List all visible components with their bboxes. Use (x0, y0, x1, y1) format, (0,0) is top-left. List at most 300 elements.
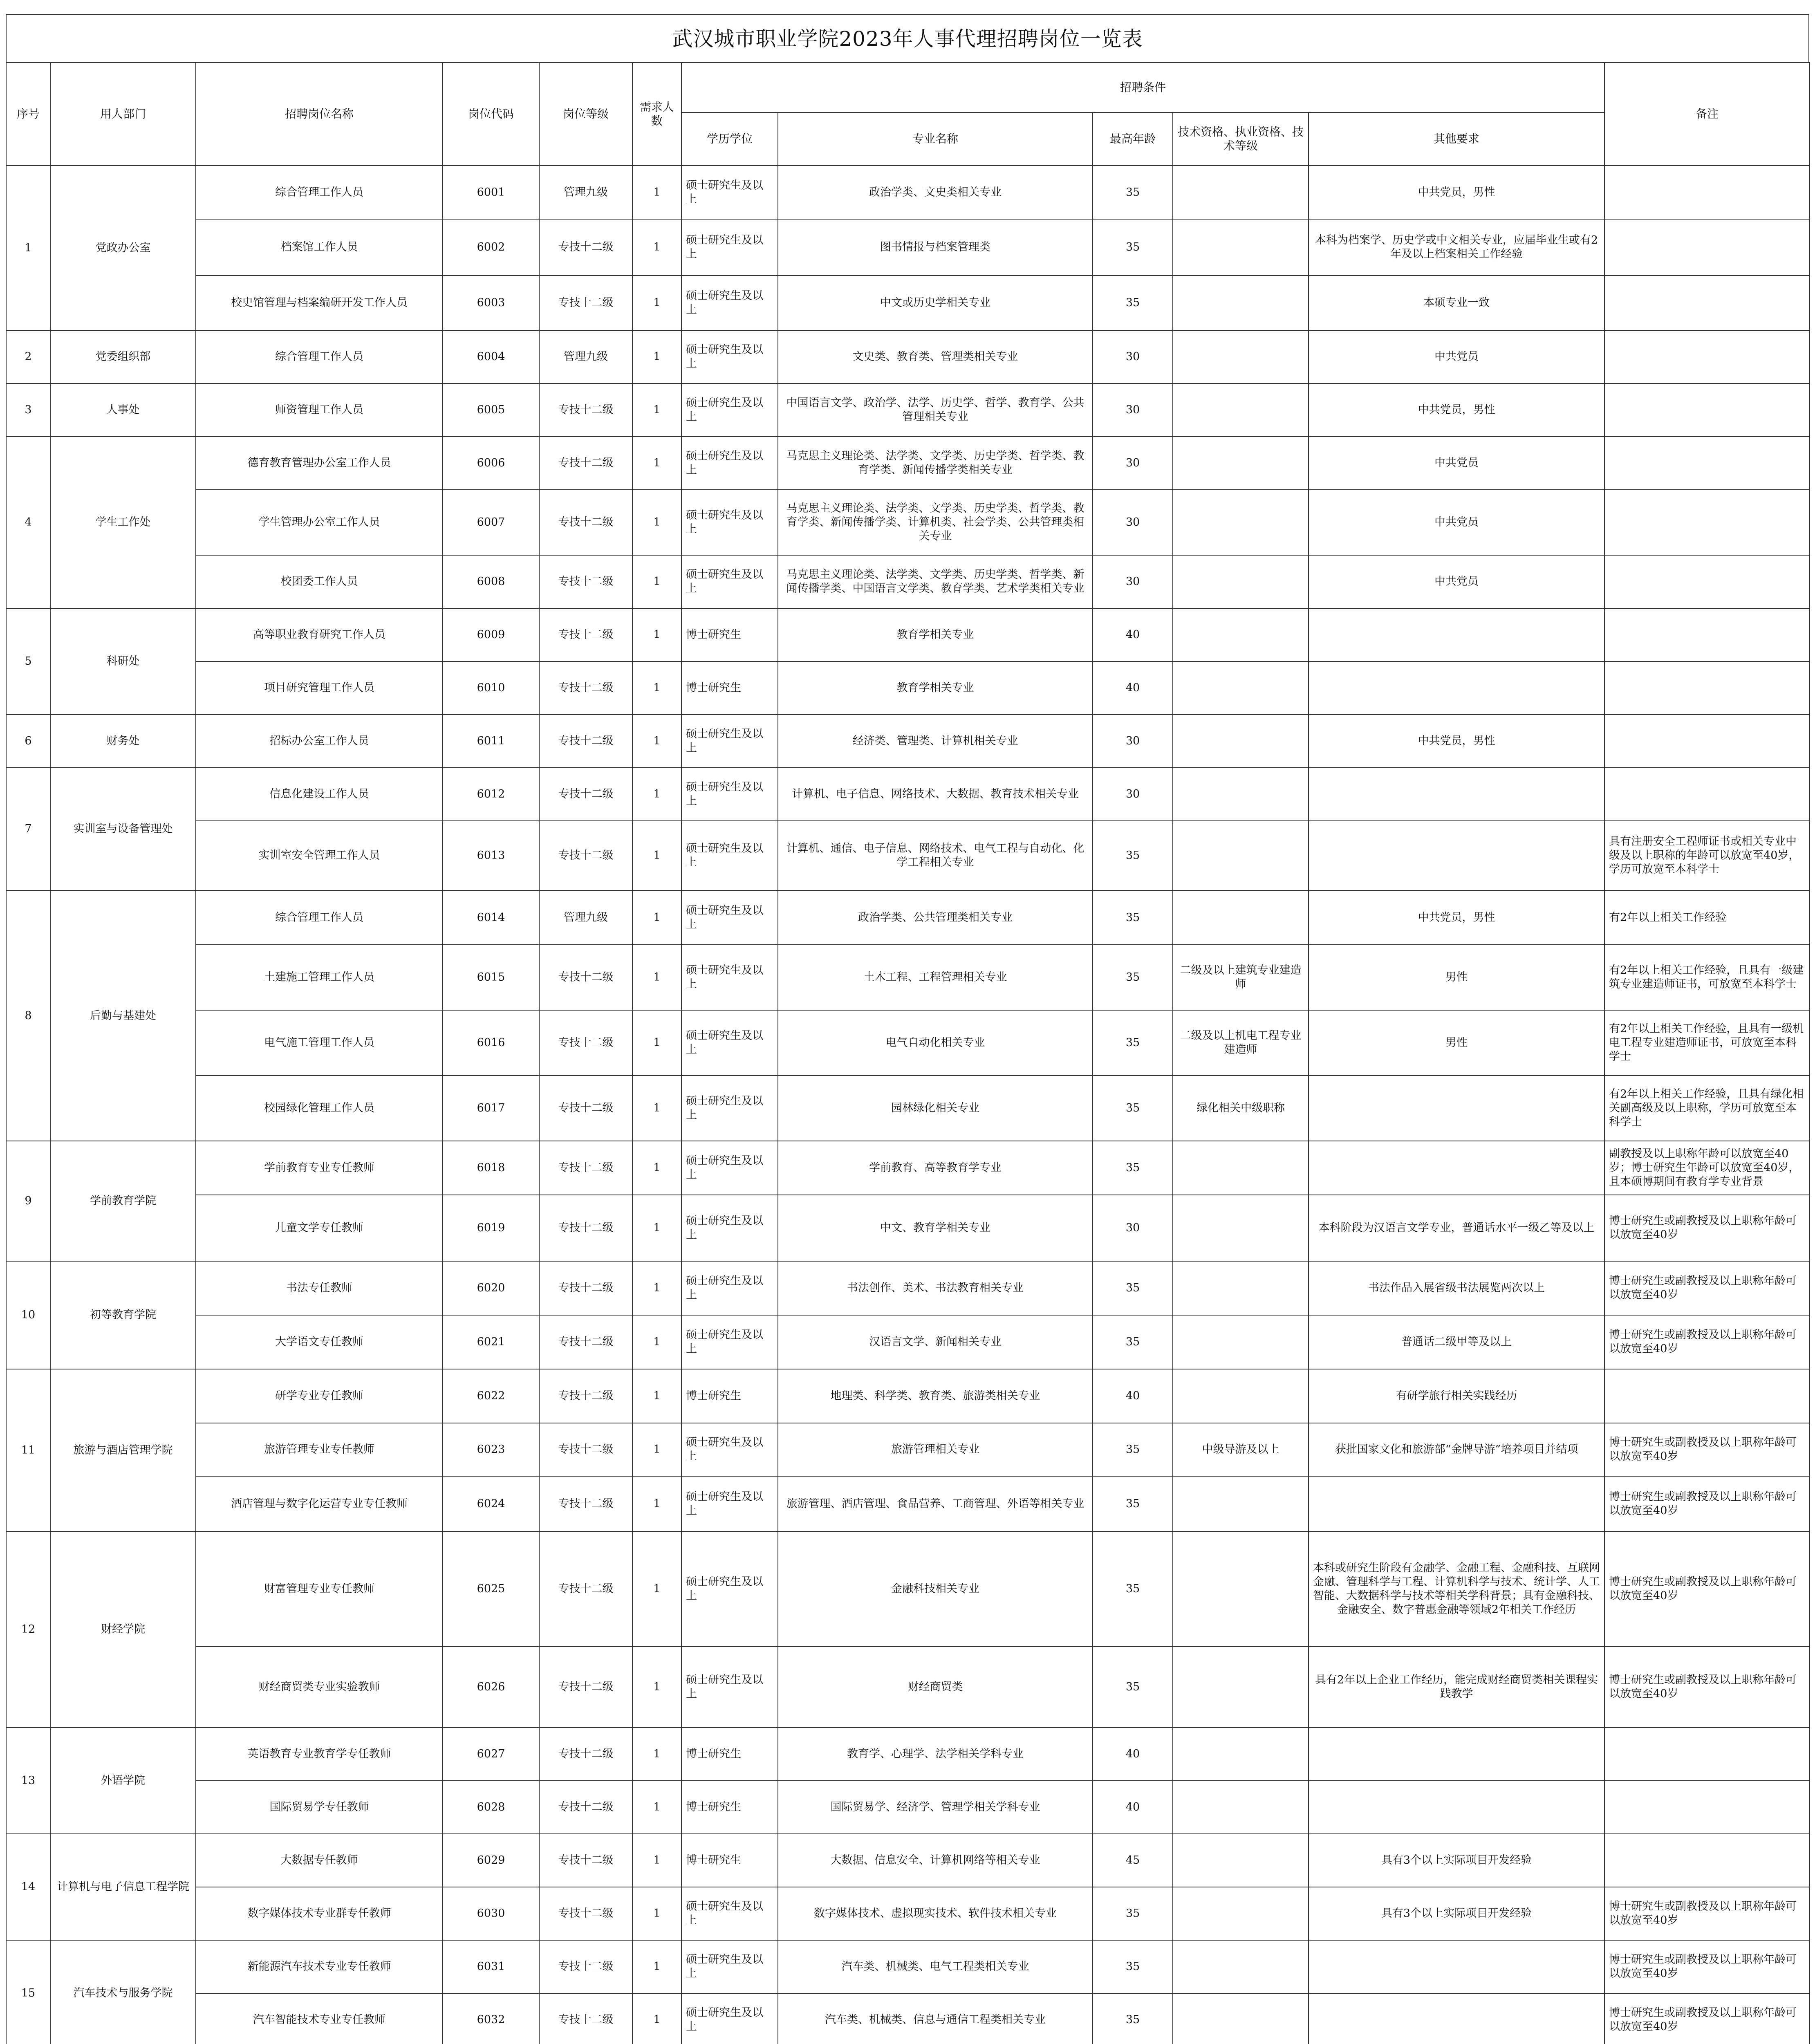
table-body (6, 166, 1810, 2044)
other-requirements-cell: 中共党员，男性 (1309, 890, 1604, 945)
headcount-cell: 1 (632, 1141, 681, 1195)
page-title: 武汉城市职业学院2023年人事代理招聘岗位一览表 (6, 14, 1809, 62)
table-row (6, 1076, 1810, 1141)
qualification-cell (1173, 1261, 1309, 1315)
major-cell: 国际贸易学、经济学、管理学相关学科专业 (778, 1781, 1093, 1834)
degree-cell: 硕士研究生及以上 (681, 768, 778, 821)
max-age-cell: 35 (1093, 945, 1173, 1010)
col-seq: 序号 (6, 63, 50, 166)
table-row (6, 1476, 1810, 1531)
headcount-cell: 1 (632, 890, 681, 945)
remark-cell (1604, 1781, 1810, 1834)
major-cell: 中文、教育学相关专业 (778, 1195, 1093, 1261)
headcount-cell: 1 (632, 715, 681, 768)
position-code-cell: 6022 (443, 1369, 539, 1423)
degree-cell: 博士研究生 (681, 608, 778, 661)
position-code-cell: 6032 (443, 1993, 539, 2044)
major-cell: 汽车类、机械类、信息与通信工程类相关专业 (778, 1993, 1093, 2044)
remark-cell (1604, 1728, 1810, 1781)
degree-cell: 硕士研究生及以上 (681, 1531, 778, 1647)
degree-cell: 硕士研究生及以上 (681, 890, 778, 945)
qualification-cell (1173, 330, 1309, 383)
position-name-cell: 大学语文专任教师 (196, 1315, 443, 1369)
position-name-cell: 信息化建设工作人员 (196, 768, 443, 821)
table-row (6, 555, 1810, 608)
position-name-cell: 德育教育管理办公室工作人员 (196, 437, 443, 490)
remark-cell (1604, 276, 1810, 330)
position-code-cell: 6026 (443, 1647, 539, 1728)
other-requirements-cell (1309, 1728, 1604, 1781)
remark-cell: 博士研究生或副教授及以上职称年龄可以放宽至40岁 (1604, 1261, 1810, 1315)
major-cell: 马克思主义理论类、法学类、文学类、历史学类、哲学类、新闻传播学类、中国语言文学类、教育学类、艺术学类相关专业 (778, 555, 1093, 608)
headcount-cell: 1 (632, 555, 681, 608)
position-code-cell: 6018 (443, 1141, 539, 1195)
max-age-cell: 35 (1093, 166, 1173, 219)
other-requirements-cell (1309, 1141, 1604, 1195)
seq-cell: 3 (6, 383, 50, 437)
other-requirements-cell: 书法作品入展省级书法展览两次以上 (1309, 1261, 1604, 1315)
position-level-cell: 专技十二级 (539, 1531, 632, 1647)
degree-cell: 硕士研究生及以上 (681, 1887, 778, 1940)
seq-cell: 14 (6, 1834, 50, 1940)
degree-cell: 博士研究生 (681, 1369, 778, 1423)
position-name-cell: 财富管理专业专任教师 (196, 1531, 443, 1647)
headcount-cell: 1 (632, 1261, 681, 1315)
department-cell: 财经学院 (50, 1531, 196, 1728)
degree-cell: 硕士研究生及以上 (681, 1261, 778, 1315)
other-requirements-cell: 本硕专业一致 (1309, 276, 1604, 330)
table-row (6, 1940, 1810, 1993)
max-age-cell: 40 (1093, 608, 1173, 661)
max-age-cell: 35 (1093, 1476, 1173, 1531)
headcount-cell: 1 (632, 1887, 681, 1940)
table-row (6, 1728, 1810, 1781)
position-name-cell: 综合管理工作人员 (196, 166, 443, 219)
other-requirements-cell (1309, 1076, 1604, 1141)
degree-cell: 硕士研究生及以上 (681, 945, 778, 1010)
degree-cell: 博士研究生 (681, 661, 778, 715)
col-remark: 备注 (1604, 63, 1810, 166)
position-level-cell: 专技十二级 (539, 1887, 632, 1940)
remark-cell: 有2年以上相关工作经验 (1604, 890, 1810, 945)
headcount-cell: 1 (632, 1010, 681, 1076)
degree-cell: 硕士研究生及以上 (681, 219, 778, 276)
table-row (6, 1887, 1810, 1940)
position-name-cell: 英语教育专业教育学专任教师 (196, 1728, 443, 1781)
remark-cell (1604, 383, 1810, 437)
position-code-cell: 6014 (443, 890, 539, 945)
seq-cell: 15 (6, 1940, 50, 2044)
remark-cell (1604, 330, 1810, 383)
position-name-cell: 高等职业教育研究工作人员 (196, 608, 443, 661)
other-requirements-cell: 男性 (1309, 945, 1604, 1010)
position-code-cell: 6017 (443, 1076, 539, 1141)
qualification-cell (1173, 768, 1309, 821)
major-cell: 经济类、管理类、计算机相关专业 (778, 715, 1093, 768)
col-other: 其他要求 (1309, 112, 1604, 166)
seq-cell: 2 (6, 330, 50, 383)
degree-cell: 硕士研究生及以上 (681, 1010, 778, 1076)
max-age-cell: 35 (1093, 1531, 1173, 1647)
table-row (6, 1141, 1810, 1195)
department-cell: 外语学院 (50, 1728, 196, 1834)
max-age-cell: 35 (1093, 219, 1173, 276)
remark-cell: 具有注册安全工程师证书或相关专业中级及以上职称的年龄可以放宽至40岁，学历可放宽至本科学士 (1604, 821, 1810, 890)
position-code-cell: 6023 (443, 1423, 539, 1476)
position-code-cell: 6009 (443, 608, 539, 661)
position-name-cell: 实训室安全管理工作人员 (196, 821, 443, 890)
qualification-cell (1173, 608, 1309, 661)
qualification-cell (1173, 383, 1309, 437)
qualification-cell (1173, 437, 1309, 490)
headcount-cell: 1 (632, 1940, 681, 1993)
max-age-cell: 45 (1093, 1834, 1173, 1887)
max-age-cell: 35 (1093, 276, 1173, 330)
qualification-cell (1173, 1647, 1309, 1728)
qualification-cell (1173, 821, 1309, 890)
department-cell: 学前教育学院 (50, 1141, 196, 1261)
other-requirements-cell (1309, 768, 1604, 821)
other-requirements-cell: 中共党员，男性 (1309, 715, 1604, 768)
position-level-cell: 专技十二级 (539, 437, 632, 490)
position-name-cell: 招标办公室工作人员 (196, 715, 443, 768)
position-name-cell: 土建施工管理工作人员 (196, 945, 443, 1010)
position-code-cell: 6011 (443, 715, 539, 768)
major-cell: 学前教育、高等教育学专业 (778, 1141, 1093, 1195)
table-row (6, 945, 1810, 1010)
position-name-cell: 财经商贸类专业实验教师 (196, 1647, 443, 1728)
other-requirements-cell: 具有3个以上实际项目开发经验 (1309, 1887, 1604, 1940)
qualification-cell: 绿化相关中级职称 (1173, 1076, 1309, 1141)
degree-cell: 硕士研究生及以上 (681, 1647, 778, 1728)
position-level-cell: 专技十二级 (539, 1728, 632, 1781)
qualification-cell (1173, 1476, 1309, 1531)
headcount-cell: 1 (632, 1531, 681, 1647)
position-level-cell: 专技十二级 (539, 1647, 632, 1728)
headcount-cell: 1 (632, 219, 681, 276)
remark-cell: 博士研究生或副教授及以上职称年龄可以放宽至40岁 (1604, 1476, 1810, 1531)
other-requirements-cell: 本科或研究生阶段有金融学、金融工程、金融科技、互联网金融、管理科学与工程、计算机科学与技术、统计学、人工智能、大数据科学与技术等相关学科背景；具有金融科技、金融安全、数字普惠金融等领域2年相关工作经历 (1309, 1531, 1604, 1647)
position-name-cell: 旅游管理专业专任教师 (196, 1423, 443, 1476)
degree-cell: 硕士研究生及以上 (681, 1476, 778, 1531)
seq-cell: 4 (6, 437, 50, 608)
position-level-cell: 专技十二级 (539, 661, 632, 715)
other-requirements-cell (1309, 821, 1604, 890)
recruitment-sheet (6, 14, 1809, 2044)
position-level-cell: 专技十二级 (539, 383, 632, 437)
headcount-cell: 1 (632, 1315, 681, 1369)
col-major: 专业名称 (778, 112, 1093, 166)
other-requirements-cell: 中共党员 (1309, 330, 1604, 383)
position-level-cell: 专技十二级 (539, 768, 632, 821)
major-cell: 土木工程、工程管理相关专业 (778, 945, 1093, 1010)
position-code-cell: 6021 (443, 1315, 539, 1369)
table-row (6, 1195, 1810, 1261)
department-cell: 党政办公室 (50, 166, 196, 330)
headcount-cell: 1 (632, 1728, 681, 1781)
headcount-cell: 1 (632, 1423, 681, 1476)
position-name-cell: 校史馆管理与档案编研开发工作人员 (196, 276, 443, 330)
position-code-cell: 6015 (443, 945, 539, 1010)
table-row (6, 1781, 1810, 1834)
max-age-cell: 35 (1093, 1423, 1173, 1476)
other-requirements-cell: 具有3个以上实际项目开发经验 (1309, 1834, 1604, 1887)
headcount-cell: 1 (632, 1195, 681, 1261)
remark-cell (1604, 1369, 1810, 1423)
degree-cell: 博士研究生 (681, 1834, 778, 1887)
headcount-cell: 1 (632, 608, 681, 661)
position-level-cell: 专技十二级 (539, 1195, 632, 1261)
table-row (6, 608, 1810, 661)
headcount-cell: 1 (632, 821, 681, 890)
major-cell: 政治学类、文史类相关专业 (778, 166, 1093, 219)
major-cell: 马克思主义理论类、法学类、文学类、历史学类、哲学类、教育学类、新闻传播学类相关专业 (778, 437, 1093, 490)
qualification-cell (1173, 555, 1309, 608)
max-age-cell: 30 (1093, 490, 1173, 555)
remark-cell: 博士研究生或副教授及以上职称年龄可以放宽至40岁 (1604, 1647, 1810, 1728)
position-level-cell: 专技十二级 (539, 219, 632, 276)
other-requirements-cell (1309, 1993, 1604, 2044)
position-code-cell: 6012 (443, 768, 539, 821)
other-requirements-cell: 中共党员 (1309, 555, 1604, 608)
qualification-cell (1173, 1195, 1309, 1261)
department-cell: 后勤与基建处 (50, 890, 196, 1141)
position-code-cell: 6013 (443, 821, 539, 890)
max-age-cell: 40 (1093, 661, 1173, 715)
position-level-cell: 专技十二级 (539, 608, 632, 661)
other-requirements-cell: 本科为档案学、历史学或中文相关专业，应届毕业生或有2年及以上档案相关工作经验 (1309, 219, 1604, 276)
position-level-cell: 专技十二级 (539, 1369, 632, 1423)
major-cell: 电气自动化相关专业 (778, 1010, 1093, 1076)
table-row (6, 661, 1810, 715)
seq-cell: 12 (6, 1531, 50, 1728)
position-code-cell: 6020 (443, 1261, 539, 1315)
table-row (6, 1531, 1810, 1647)
max-age-cell: 40 (1093, 1369, 1173, 1423)
department-cell: 科研处 (50, 608, 196, 715)
headcount-cell: 1 (632, 1781, 681, 1834)
position-level-cell: 专技十二级 (539, 1261, 632, 1315)
position-level-cell: 专技十二级 (539, 555, 632, 608)
max-age-cell: 35 (1093, 890, 1173, 945)
qualification-cell (1173, 1993, 1309, 2044)
seq-cell: 8 (6, 890, 50, 1141)
position-code-cell: 6002 (443, 219, 539, 276)
max-age-cell: 35 (1093, 1141, 1173, 1195)
remark-cell (1604, 437, 1810, 490)
major-cell: 书法创作、美术、书法教育相关专业 (778, 1261, 1093, 1315)
degree-cell: 硕士研究生及以上 (681, 1141, 778, 1195)
table-row (6, 330, 1810, 383)
degree-cell: 硕士研究生及以上 (681, 1076, 778, 1141)
remark-cell: 博士研究生或副教授及以上职称年龄可以放宽至40岁 (1604, 1940, 1810, 1993)
headcount-cell: 1 (632, 1076, 681, 1141)
col-dept: 用人部门 (50, 63, 196, 166)
table-row (6, 821, 1810, 890)
position-name-cell: 综合管理工作人员 (196, 890, 443, 945)
degree-cell: 硕士研究生及以上 (681, 821, 778, 890)
headcount-cell: 1 (632, 437, 681, 490)
remark-cell: 有2年以上相关工作经验，且具有绿化相关副高级及以上职称，学历可放宽至本科学士 (1604, 1076, 1810, 1141)
positions-table (6, 62, 1810, 2044)
other-requirements-cell: 中共党员 (1309, 490, 1604, 555)
seq-cell: 11 (6, 1369, 50, 1531)
degree-cell: 硕士研究生及以上 (681, 1423, 778, 1476)
remark-cell (1604, 490, 1810, 555)
degree-cell: 硕士研究生及以上 (681, 1195, 778, 1261)
other-requirements-cell (1309, 1940, 1604, 1993)
qualification-cell: 二级及以上机电工程专业建造师 (1173, 1010, 1309, 1076)
position-name-cell: 学生管理办公室工作人员 (196, 490, 443, 555)
max-age-cell: 30 (1093, 383, 1173, 437)
col-cert: 技术资格、执业资格、技术等级 (1173, 112, 1309, 166)
degree-cell: 硕士研究生及以上 (681, 166, 778, 219)
position-code-cell: 6016 (443, 1010, 539, 1076)
max-age-cell: 30 (1093, 330, 1173, 383)
major-cell: 计算机、电子信息、网络技术、大数据、教育技术相关专业 (778, 768, 1093, 821)
major-cell: 旅游管理、酒店管理、食品营养、工商管理、外语等相关专业 (778, 1476, 1093, 1531)
table-row (6, 1261, 1810, 1315)
qualification-cell (1173, 1781, 1309, 1834)
qualification-cell (1173, 276, 1309, 330)
major-cell: 计算机、通信、电子信息、网络技术、电气工程与自动化、化学工程相关专业 (778, 821, 1093, 890)
max-age-cell: 35 (1093, 1076, 1173, 1141)
other-requirements-cell (1309, 1781, 1604, 1834)
qualification-cell (1173, 490, 1309, 555)
other-requirements-cell: 普通话二级甲等及以上 (1309, 1315, 1604, 1369)
department-cell: 人事处 (50, 383, 196, 437)
position-code-cell: 6006 (443, 437, 539, 490)
remark-cell: 有2年以上相关工作经验，且具有一级建筑专业建造师证书，可放宽至本科学士 (1604, 945, 1810, 1010)
qualification-cell (1173, 890, 1309, 945)
other-requirements-cell (1309, 661, 1604, 715)
position-level-cell: 专技十二级 (539, 1993, 632, 2044)
position-code-cell: 6031 (443, 1940, 539, 1993)
position-name-cell: 校团委工作人员 (196, 555, 443, 608)
remark-cell (1604, 608, 1810, 661)
col-position: 招聘岗位名称 (196, 63, 443, 166)
qualification-cell (1173, 1887, 1309, 1940)
position-code-cell: 6028 (443, 1781, 539, 1834)
qualification-cell (1173, 166, 1309, 219)
position-level-cell: 专技十二级 (539, 1010, 632, 1076)
max-age-cell: 30 (1093, 1195, 1173, 1261)
major-cell: 中国语言文学、政治学、法学、历史学、哲学、教育学、公共管理相关专业 (778, 383, 1093, 437)
other-requirements-cell: 中共党员 (1309, 437, 1604, 490)
max-age-cell: 40 (1093, 1728, 1173, 1781)
position-code-cell: 6010 (443, 661, 539, 715)
headcount-cell: 1 (632, 1993, 681, 2044)
position-name-cell: 研学专业专任教师 (196, 1369, 443, 1423)
max-age-cell: 35 (1093, 1261, 1173, 1315)
position-code-cell: 6029 (443, 1834, 539, 1887)
other-requirements-cell: 男性 (1309, 1010, 1604, 1076)
position-code-cell: 6008 (443, 555, 539, 608)
max-age-cell: 30 (1093, 555, 1173, 608)
seq-cell: 7 (6, 768, 50, 890)
max-age-cell: 35 (1093, 821, 1173, 890)
major-cell: 教育学相关专业 (778, 608, 1093, 661)
major-cell: 数字媒体技术、虚拟现实技术、软件技术相关专业 (778, 1887, 1093, 1940)
other-requirements-cell (1309, 608, 1604, 661)
position-level-cell: 专技十二级 (539, 1940, 632, 1993)
table-row (6, 715, 1810, 768)
position-name-cell: 项目研究管理工作人员 (196, 661, 443, 715)
table-row (6, 890, 1810, 945)
table-row (6, 219, 1810, 276)
position-code-cell: 6024 (443, 1476, 539, 1531)
position-code-cell: 6003 (443, 276, 539, 330)
remark-cell: 副教授及以上职称年龄可以放宽至40岁；博士研究生年龄可以放宽至40岁，且本硕博期间有教育学专业背景 (1604, 1141, 1810, 1195)
max-age-cell: 35 (1093, 1940, 1173, 1993)
remark-cell: 博士研究生或副教授及以上职称年龄可以放宽至40岁 (1604, 1315, 1810, 1369)
major-cell: 园林绿化相关专业 (778, 1076, 1093, 1141)
position-level-cell: 管理九级 (539, 166, 632, 219)
degree-cell: 博士研究生 (681, 1728, 778, 1781)
position-code-cell: 6005 (443, 383, 539, 437)
other-requirements-cell: 获批国家文化和旅游部“金牌导游”培养项目并结项 (1309, 1423, 1604, 1476)
remark-cell (1604, 166, 1810, 219)
seq-cell: 13 (6, 1728, 50, 1834)
degree-cell: 硕士研究生及以上 (681, 715, 778, 768)
qualification-cell: 二级及以上建筑专业建造师 (1173, 945, 1309, 1010)
remark-cell: 博士研究生或副教授及以上职称年龄可以放宽至40岁 (1604, 1423, 1810, 1476)
headcount-cell: 1 (632, 166, 681, 219)
major-cell: 汽车类、机械类、电气工程类相关专业 (778, 1940, 1093, 1993)
degree-cell: 硕士研究生及以上 (681, 555, 778, 608)
headcount-cell: 1 (632, 1369, 681, 1423)
table-row (6, 490, 1810, 555)
table-row (6, 768, 1810, 821)
position-name-cell: 汽车智能技术专业专任教师 (196, 1993, 443, 2044)
position-name-cell: 大数据专任教师 (196, 1834, 443, 1887)
table-row (6, 1010, 1810, 1076)
table-row (6, 276, 1810, 330)
degree-cell: 硕士研究生及以上 (681, 1315, 778, 1369)
table-row (6, 1993, 1810, 2044)
col-count: 需求人数 (632, 63, 681, 166)
qualification-cell (1173, 661, 1309, 715)
degree-cell: 硕士研究生及以上 (681, 437, 778, 490)
position-level-cell: 管理九级 (539, 890, 632, 945)
position-code-cell: 6001 (443, 166, 539, 219)
position-name-cell: 档案馆工作人员 (196, 219, 443, 276)
degree-cell: 硕士研究生及以上 (681, 383, 778, 437)
max-age-cell: 35 (1093, 1993, 1173, 2044)
position-name-cell: 数字媒体技术专业群专任教师 (196, 1887, 443, 1940)
qualification-cell (1173, 1315, 1309, 1369)
col-code: 岗位代码 (443, 63, 539, 166)
remark-cell (1604, 715, 1810, 768)
department-cell: 初等教育学院 (50, 1261, 196, 1369)
seq-cell: 5 (6, 608, 50, 715)
col-level: 岗位等级 (539, 63, 632, 166)
degree-cell: 硕士研究生及以上 (681, 1993, 778, 2044)
position-level-cell: 专技十二级 (539, 821, 632, 890)
position-level-cell: 专技十二级 (539, 945, 632, 1010)
position-level-cell: 管理九级 (539, 330, 632, 383)
position-level-cell: 专技十二级 (539, 490, 632, 555)
table-row (6, 1423, 1810, 1476)
major-cell: 文史类、教育类、管理类相关专业 (778, 330, 1093, 383)
qualification-cell (1173, 1369, 1309, 1423)
major-cell: 教育学、心理学、法学相关学科专业 (778, 1728, 1093, 1781)
other-requirements-cell: 具有2年以上企业工作经历，能完成财经商贸类相关课程实践教学 (1309, 1647, 1604, 1728)
max-age-cell: 30 (1093, 768, 1173, 821)
position-level-cell: 专技十二级 (539, 1141, 632, 1195)
position-code-cell: 6004 (443, 330, 539, 383)
department-cell: 计算机与电子信息工程学院 (50, 1834, 196, 1940)
